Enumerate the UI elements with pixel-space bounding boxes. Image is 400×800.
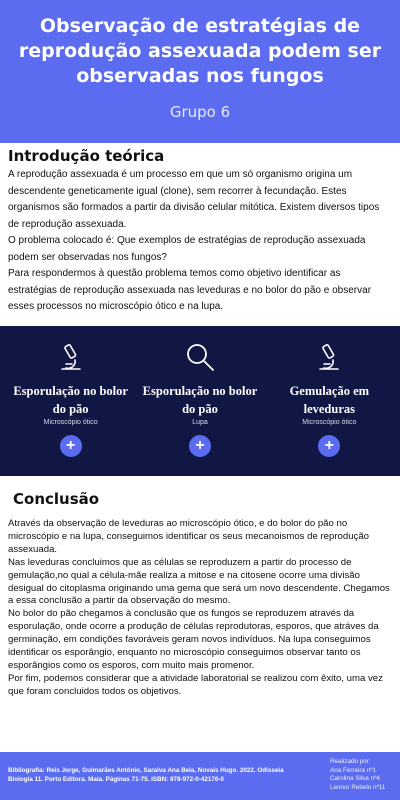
conclusion-heading: Conclusão xyxy=(13,490,100,508)
methods-band xyxy=(0,326,400,476)
author-name: Carolina Silva nº4 xyxy=(330,775,380,782)
footer-banner xyxy=(0,752,400,800)
microscope-icon xyxy=(312,340,346,374)
method-subtitle: Lupa xyxy=(192,419,208,426)
method-subtitle: Microscópio ótico xyxy=(43,419,98,426)
credits-block xyxy=(330,758,392,800)
method-title: Esporulação no bolor do pão xyxy=(142,384,258,416)
intro-section xyxy=(0,143,400,326)
credits-label: Realizado por: xyxy=(330,758,371,765)
header-banner xyxy=(0,0,400,143)
author-name: Ana Ferreira nº1 xyxy=(330,766,377,774)
magnifier-icon xyxy=(183,340,217,374)
method-card xyxy=(11,340,131,476)
method-title: Gemulação em leveduras xyxy=(289,384,370,416)
intro-heading: Introdução teórica xyxy=(8,147,165,165)
page-title: Observação de estratégias de reprodução assexuada podem ser observadas nos fungos xyxy=(18,15,382,87)
group-label: Grupo 6 xyxy=(169,103,231,121)
method-card xyxy=(140,340,260,476)
expand-button[interactable]: + xyxy=(318,435,340,457)
microscope-icon xyxy=(54,340,88,374)
expand-button[interactable]: + xyxy=(60,435,82,457)
conclusion-text: Através da observação de leveduras ao microscópio ótico, e do bolor do pão no microscópio e na lupa, conseguimos identificar os seus mecanoismos de reprodução assexuada. Nas leveduras concluimos que as células se reproduzem a partir do processo de gemulação,no qual a célula-mãe realiza a mitose e na citosene ocorre uma divisão desigual do citoplasma originando uma gema que será um novo descendente. Chegamos a essa conclusão a partir da observação do mesmo. No bolor do pão chegamos à conclusão que os fungos se reproduzem através da esporulação, onde ocorre a produção de células reprodutoras, esporos, que atráves da germinação, em condições favoráveis geram novos indivíduos. Na lupa conseguimos identificar os esporângio, enquanto no microscópio conseguimos observar tanto os esporângios como os esporos, com muito mais promenor. Por fim, podemos considerar que a atividade laboratorial se realizou com êxito, uma vez que foram concluidos todos os objetivos. xyxy=(8,518,390,697)
method-subtitle: Microscópio ótico xyxy=(302,419,357,426)
method-card xyxy=(269,340,389,476)
conclusion-section xyxy=(0,476,400,699)
method-title: Esporulação no bolor do pão xyxy=(13,384,128,416)
author-name: Leonor Rebelo nº11 xyxy=(330,783,386,791)
bibliography-text: Bibliografia: Reis Jorge, Guimarães António, Saraiva Ana Bela, Novais Hugo. 2022. Odisseia Biologia 11. Porto Editora. Maia. Páginas 71-75. ISBN: 978-972-0-42176-0 xyxy=(8,767,284,783)
intro-text: A reprodução assexuada é um processo em que um só organismo origina um descendente geneticamente igual (clone), sem recorrer à fecundação. Estes organismos são formados a partir da divisão celular mitótica. Existem diversos tipos de reprodução assexuada. O problema colocado é: Que exemplos de estratégias de reprodução assexuada podem ser observadas nos fungos? Para respondermos à questão problema temos como objetivo identificar as estratégias de reprodução assexuada nas leveduras e no bolor do pão e observar esses processos no microscópio ótico e na lupa. xyxy=(8,169,380,312)
expand-button[interactable]: + xyxy=(189,435,211,457)
